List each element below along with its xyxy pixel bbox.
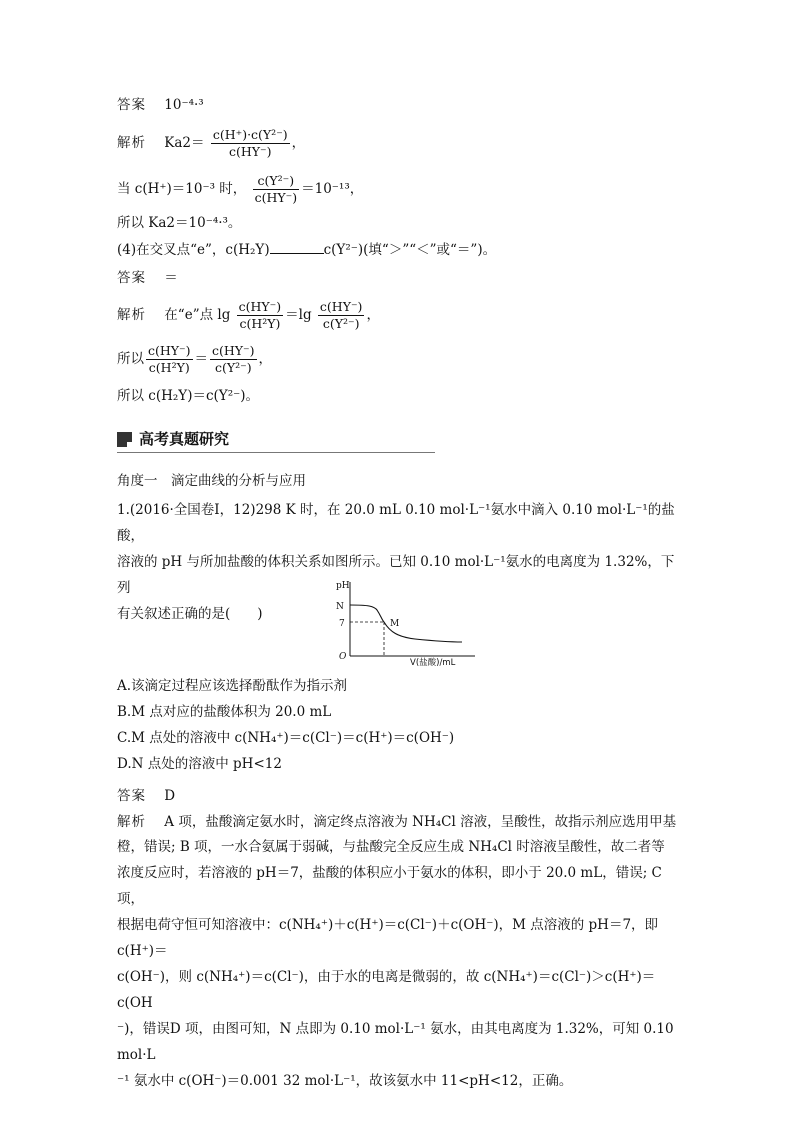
punct: ， bbox=[291, 135, 306, 151]
option-c: C.M 点处的溶液中 c(NH₄⁺)＝c(Cl⁻)＝c(H⁺)＝c(OH⁻) bbox=[117, 730, 455, 746]
titration-curve bbox=[350, 605, 462, 642]
section-square-icon bbox=[117, 432, 132, 447]
fraction-y-hy bbox=[253, 173, 300, 206]
fraction-numerator: c(HY⁻) bbox=[238, 299, 282, 314]
analysis-pre: 在“e”点 lg bbox=[164, 307, 231, 323]
y-axis-label: pH bbox=[336, 581, 350, 591]
analysis-line: A 项，盐酸滴定氨水时，滴定终点溶液为 NH₄Cl 溶液，呈酸性，故指示剂应选用甲基 bbox=[164, 814, 677, 830]
answer-value: ＝ bbox=[164, 270, 178, 286]
section-header bbox=[117, 428, 435, 454]
analysis-body bbox=[117, 834, 679, 1094]
eq: ＝ bbox=[194, 351, 209, 367]
options bbox=[117, 673, 679, 777]
analysis-line-1 bbox=[117, 126, 305, 160]
final-text: 所以 c(H₂Y)＝c(Y²⁻)。 bbox=[117, 388, 260, 404]
fraction-denominator: c(HY⁻) bbox=[228, 144, 272, 159]
answer-value: 10⁻⁴·³ bbox=[164, 97, 204, 113]
stem-line: 溶液的 pH 与所加盐酸的体积关系如图所示。已知 0.10 mol·L⁻¹氨水的电离度为 1.32%，下列 bbox=[117, 554, 675, 596]
answer-line-2 bbox=[117, 269, 178, 287]
analysis-line: ⁻¹ 氨水中 c(OH⁻)＝0.001 32 mol·L⁻¹，故该氨水中 11<pH<12，正确。 bbox=[117, 1073, 573, 1089]
angle-heading bbox=[117, 472, 306, 490]
fraction-numerator: c(Y²⁻) bbox=[253, 173, 300, 190]
fraction-b bbox=[318, 299, 365, 332]
eq-lg: ＝lg bbox=[285, 307, 312, 323]
when-prefix: 当 c(H⁺)＝10⁻³ 时， bbox=[117, 181, 247, 197]
analysis-line: 浓度反应时，若溶液的 pH＝7，盐酸的体积应小于氨水的体积，即小于 20.0 mL，错误; C 项， bbox=[117, 865, 662, 907]
answer-label: 答案 bbox=[117, 97, 146, 113]
analysis-label: 解析 bbox=[117, 307, 146, 323]
point-m-label: M bbox=[390, 619, 400, 629]
question-4 bbox=[117, 241, 496, 259]
answer-label: 答案 bbox=[117, 788, 146, 804]
section-divider bbox=[117, 452, 435, 453]
fraction-ka2 bbox=[211, 127, 290, 160]
y-tick-7: 7 bbox=[339, 619, 345, 629]
section-title: 高考真题研究 bbox=[139, 430, 230, 448]
answer-line-3 bbox=[117, 787, 175, 805]
fraction-a bbox=[237, 299, 284, 332]
so-fraction-line bbox=[117, 342, 272, 376]
fraction-numerator: c(HY⁻) bbox=[148, 343, 191, 358]
x-axis-label: V(盐酸)/mL bbox=[410, 658, 456, 668]
so-line bbox=[117, 214, 241, 232]
analysis-label: 解析 bbox=[117, 814, 146, 830]
analysis-line-2 bbox=[117, 298, 380, 332]
answer-line-1 bbox=[117, 96, 204, 114]
so-pre: 所以 bbox=[117, 351, 144, 367]
analysis-line-3 bbox=[117, 813, 676, 831]
fraction-denominator: c(H²Y) bbox=[239, 316, 281, 331]
answer-value: D bbox=[164, 788, 176, 804]
analysis-line: ⁻)，错误D 项，由图可知，N 点即为 0.10 mol·L⁻¹ 氨水，由其电离度为 1.32%，可知 0.10 mol·L bbox=[117, 1021, 674, 1063]
point-n-label: N bbox=[336, 602, 344, 612]
stem-line: 有关叙述正确的是( ) bbox=[117, 606, 263, 622]
when-line bbox=[117, 172, 363, 206]
ka2-lhs: Ka2＝ bbox=[164, 135, 205, 151]
angle-text: 角度一 滴定曲线的分析与应用 bbox=[117, 473, 306, 489]
fraction-denominator: c(H²Y) bbox=[148, 360, 190, 375]
answer-label: 答案 bbox=[117, 270, 146, 286]
fraction-d bbox=[210, 343, 257, 376]
titration-chart bbox=[320, 576, 480, 668]
fraction-denominator: c(Y²⁻) bbox=[322, 316, 360, 331]
analysis-label: 解析 bbox=[117, 135, 146, 151]
punct: ， bbox=[258, 351, 273, 367]
when-tail: ＝10⁻¹³， bbox=[301, 181, 364, 197]
answer-blank bbox=[270, 241, 324, 254]
so-text: 所以 Ka2＝10⁻⁴·³。 bbox=[117, 215, 242, 231]
fraction-numerator: c(H⁺)·c(Y²⁻) bbox=[212, 127, 288, 142]
question-post: c(Y²⁻)(填“＞”“＜”或“＝”)。 bbox=[323, 242, 497, 258]
fraction-denominator: c(HY⁻) bbox=[254, 190, 298, 205]
question-pre: (4)在交叉点“e”，c(H₂Y) bbox=[117, 242, 270, 258]
option-a: A.该滴定过程应该选择酚酞作为指示剂 bbox=[117, 678, 348, 694]
final-line bbox=[117, 387, 259, 405]
analysis-line: c(OH⁻)，则 c(NH₄⁺)＝c(Cl⁻)，由于水的电离是微弱的，故 c(NH₄⁺)＝c(Cl⁻)＞c(H⁺)＝c(OH bbox=[117, 969, 656, 1011]
option-d: D.N 点处的溶液中 pH<12 bbox=[117, 756, 282, 772]
option-b: B.M 点对应的盐酸体积为 20.0 mL bbox=[117, 704, 332, 720]
fraction-numerator: c(HY⁻) bbox=[319, 299, 363, 314]
stem-line: 1.(2016·全国卷Ⅰ，12)298 K 时，在 20.0 mL 0.10 mol·L⁻¹氨水中滴入 0.10 mol·L⁻¹的盐酸， bbox=[117, 502, 675, 544]
origin-label: O bbox=[339, 652, 347, 662]
punct: ， bbox=[366, 307, 380, 323]
fraction-c bbox=[146, 343, 193, 376]
fraction-numerator: c(HY⁻) bbox=[212, 343, 255, 358]
analysis-line: 橙，错误; B 项，一水合氨属于弱碱，与盐酸完全反应生成 NH₄Cl 时溶液呈酸性，故二者等 bbox=[117, 839, 665, 855]
analysis-line: 根据电荷守恒可知溶液中：c(NH₄⁺)＋c(H⁺)＝c(Cl⁻)＋c(OH⁻)，M 点溶液的 pH＝7，即 c(H⁺)＝ bbox=[117, 917, 659, 959]
fraction-denominator: c(Y²⁻) bbox=[214, 360, 252, 375]
